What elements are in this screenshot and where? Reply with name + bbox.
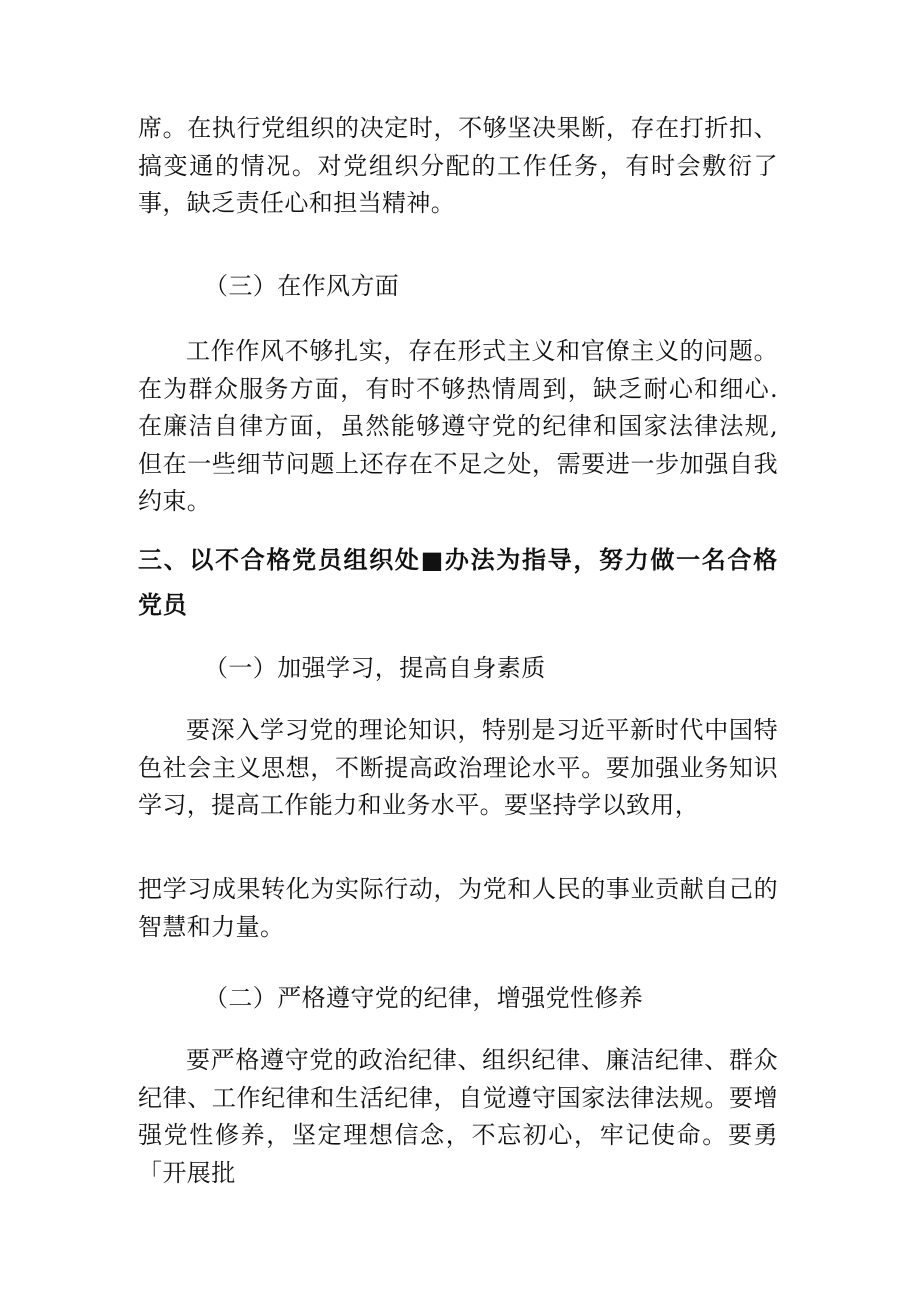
subheading-discipline: （二）严格遵守党的纪律，增强党性修养 — [204, 984, 644, 1012]
paragraph-discipline: 要严格遵守党的政治纪律、组织纪律、廉洁纪律、群众纪律、工作纪律和生活纪律，自觉遵守国家法律法规。要增强党性修养，坚定理想信念，不忘初心，牢记使命。要勇「开展批 — [138, 1046, 778, 1187]
paragraph-continuation: 席。在执行党组织的决定时，不够坚决果断，存在打折扣、搞变通的情况。对党组织分配的工作任务，有时会敷衍了事，缺乏责任心和担当精神。 — [138, 114, 778, 217]
paragraph-study-continued: 把学习成果转化为实际行动，为党和人民的事业贡献自己的智慧和力量。 — [138, 875, 778, 941]
paragraph-work-style: 工作作风不够扎实，存在形式主义和官僚主义的问题。在为群众服务方面，有时不够热情周到，缺乏耐心和细心.在廉洁自律方面，虽然能够遵守党的纪律和国家法律法规,但在一些细节问题上还存在不足之处，需要进一步加强自我约束。 — [138, 337, 778, 515]
paragraph-study: 要深入学习党的理论知识，特别是习近平新时代中国特色社会主义思想，不断提高政治理论水平。要加强业务知识学习，提高工作能力和业务水平。要坚持学以致用， — [138, 716, 778, 819]
subheading-work-style: （三）在作风方面 — [204, 272, 400, 300]
subheading-study: （一）加强学习，提高自身素质 — [204, 654, 546, 682]
section-heading-three: 三、以不合格党员组织处■办法为指导，努力做一名合格党员 — [138, 546, 778, 619]
